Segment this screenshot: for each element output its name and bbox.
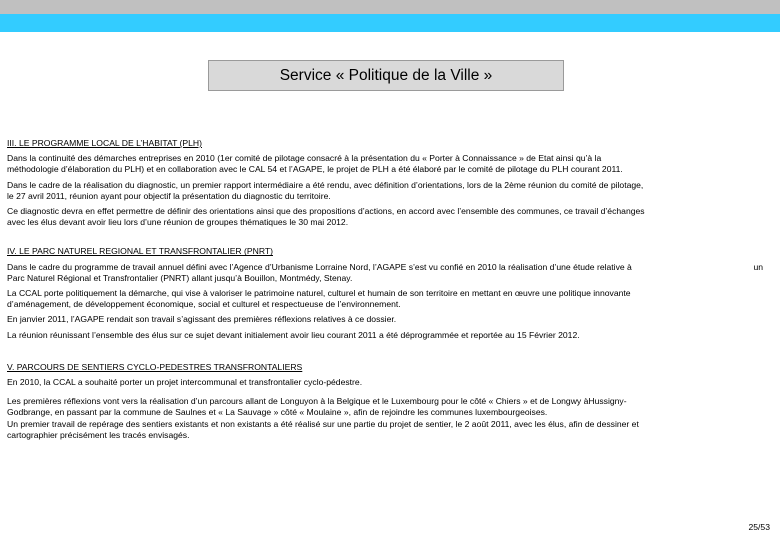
text-line: Les premières réflexions vont vers la réalisation d’un parcours allant de Longuyon à la Belgique et le Luxembourg pour le côté « Chiers » et de Longwy àHussigny- [7,396,627,407]
paragraph [7,206,763,228]
text-line: Ce diagnostic devra en effet permettre de définir des orientations ainsi que des propositions d’actions, en accord avec l’ensemble des communes, ce travail d’échanges [7,206,645,217]
text-line: méthodologie d’élaboration du PLH) et en collaboration avec le CAL 54 et l’AGAPE, le projet de PLH a été élaboré par le comité de pilotage du PLH courant 2011. [7,164,623,175]
text-segment: un [753,261,763,272]
text-line: La CCAL porte politiquement la démarche, qui vise à valoriser le patrimoine naturel, culturel et humain de son territoire en mettant en œuvre une politique innovante [7,288,631,299]
paragraph [7,180,763,202]
text-line: Un premier travail de repérage des sentiers existants et non existants a été réalisé sur une partie du projet de sentier, le 2 août 2011, avec les élus, afin de dessiner et [7,418,639,429]
top-bar [0,0,780,14]
section-heading-plh: III. LE PROGRAMME LOCAL DE L’HABITAT (PLH) [7,138,202,148]
text-segment: Dans le cadre du programme de travail annuel défini avec l’Agence d’Urbanisme Lorraine Nord, l’AGAPE s’est vu confié en 2010 la réalisation d’une étude relative à [7,261,632,272]
accent-bar [0,14,780,32]
section-heading-pnrt: IV. LE PARC NATUREL REGIONAL ET TRANSFRONTALIER (PNRT) [7,246,273,257]
paragraph: La réunion réunissant l’ensemble des élus sur ce sujet devant initialement avoir lieu courant 2011 a été déprogrammée et reportée au 15 Février 2012. [7,329,580,340]
paragraph [7,288,763,310]
page-number: 25/53 [748,522,770,532]
paragraph: En 2010, la CCAL a souhaité porter un projet intercommunal et transfrontalier cyclo-pédestre. [7,377,363,388]
text-line: Dans le cadre de la réalisation du diagnostic, un premier rapport intermédiaire a été rendu, avec définition d’orientations, lors de la 2ème réunion du comité de pilotage, [7,179,644,190]
section-heading-sentiers: V. PARCOURS DE SENTIERS CYCLO-PEDESTRES TRANSFRONTALIERS [7,361,303,372]
text-line [7,262,763,273]
text-line: Parc Naturel Régional et Transfrontalier (PNRT) allant jusqu’à Bouillon, Montmédy, Stenay. [7,272,353,283]
text-line: le 27 avril 2011, réunion ayant pour objectif la présentation du diagnostic du territoire. [7,190,331,201]
paragraph [7,153,763,175]
document-body [7,138,763,445]
text-line: Dans la continuité des démarches entreprises en 2010 (1er comité de pilotage consacré à la présentation du « Porter à Connaissance » de Etat ainsi qu’à la [7,153,602,164]
text-line: cartographier précisément les tracés envisagés. [7,429,190,440]
paragraph: En janvier 2011, l’AGAPE rendait son travail s’agissant des premières réflexions relatives à ce dossier. [7,314,397,325]
paragraph [7,262,763,284]
text-line: d’aménagement, de développement économique, social et culturel et respectueuse de l’environnement. [7,299,401,310]
text-line: avec les élus devant avoir lieu lors d’une réunion de groupes thématiques le 30 mai 2012. [7,217,349,228]
text-line: Godbrange, en passant par la commune de Saulnes et « La Sauvage » côté « Moulaine », afin de rejoindre les communes luxembourgeoises. [7,407,548,418]
page-title: Service « Politique de la Ville » [208,60,564,91]
paragraph [7,396,763,441]
